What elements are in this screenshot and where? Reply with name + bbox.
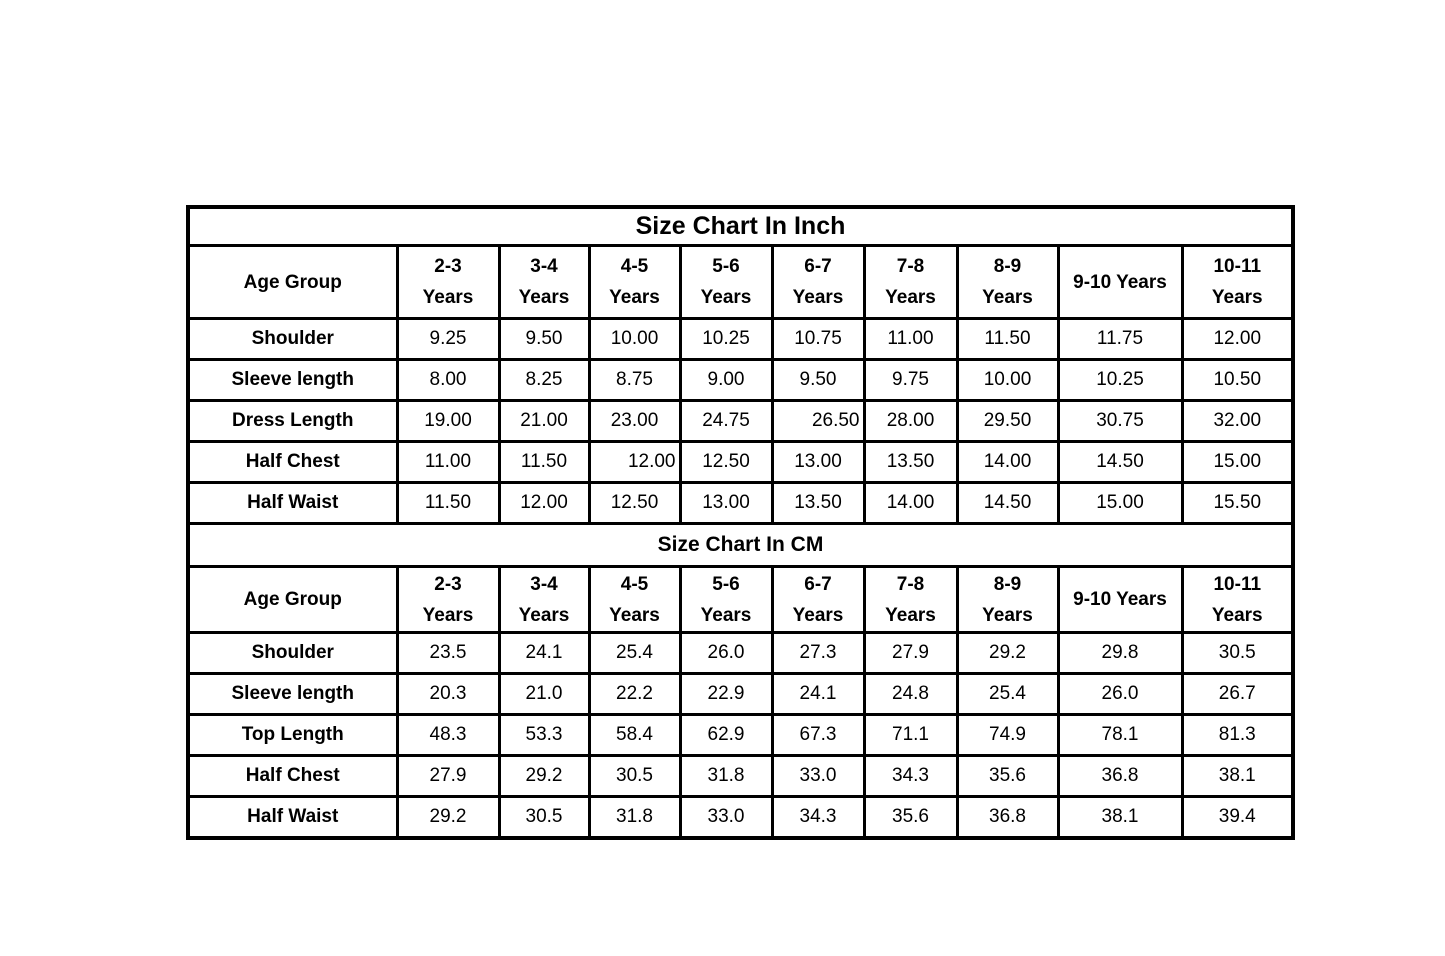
size-value-cell: 30.5 (1182, 633, 1293, 674)
age-column-header (957, 567, 1058, 633)
age-column-header-line: Years (1211, 604, 1263, 626)
size-value-cell: 30.75 (1058, 401, 1182, 442)
size-value-cell: 28.00 (864, 401, 957, 442)
age-column-header-line: 2-3 (434, 573, 462, 595)
size-value-cell: 39.4 (1182, 797, 1293, 839)
size-value-cell: 13.00 (680, 483, 772, 524)
size-value-cell: 48.3 (397, 715, 499, 756)
row-label: Shoulder (188, 633, 397, 674)
table-row (188, 633, 1293, 674)
header-row (188, 246, 1293, 319)
age-column-header-line: 9-10 Years (1073, 589, 1167, 610)
size-value-cell: 13.50 (772, 483, 864, 524)
size-value-cell: 19.00 (397, 401, 499, 442)
section-title-row (188, 524, 1293, 567)
row-label: Half Chest (188, 442, 397, 483)
age-column-header-line: 5-6 (712, 256, 740, 277)
size-value-cell: 67.3 (772, 715, 864, 756)
age-column-header-line: 3-4 (530, 256, 558, 277)
age-column-header-line: Years (792, 287, 844, 308)
size-value-cell: 33.0 (772, 756, 864, 797)
size-value-cell: 23.5 (397, 633, 499, 674)
age-column-header-line: Years (609, 287, 660, 308)
size-value-cell: 14.00 (957, 442, 1058, 483)
size-value-cell: 13.50 (864, 442, 957, 483)
size-value-cell: 30.5 (589, 756, 680, 797)
size-value-cell: 12.50 (589, 483, 680, 524)
row-label: Half Waist (188, 797, 397, 839)
age-column-header (1182, 246, 1293, 319)
size-value-cell: 14.50 (1058, 442, 1182, 483)
size-value-cell: 27.3 (772, 633, 864, 674)
table-row (188, 442, 1293, 483)
age-column-header-line: Years (700, 604, 752, 626)
age-column-header-line: Years (982, 604, 1033, 626)
size-value-cell: 58.4 (589, 715, 680, 756)
size-value-cell: 62.9 (680, 715, 772, 756)
size-value-cell: 15.00 (1058, 483, 1182, 524)
size-value-cell: 26.7 (1182, 674, 1293, 715)
size-value-cell: 30.5 (499, 797, 589, 839)
row-label: Sleeve length (188, 674, 397, 715)
age-column-header-line: 4-5 (620, 256, 649, 277)
size-value-cell: 32.00 (1182, 401, 1293, 442)
age-column-header-line: Years (422, 287, 474, 308)
size-value-cell: 27.9 (864, 633, 957, 674)
age-column-header (957, 246, 1058, 319)
age-column-header (499, 246, 589, 319)
age-column-header-line: 7-8 (896, 256, 925, 277)
age-column-header-line: Years (885, 604, 936, 626)
size-value-cell: 11.75 (1058, 319, 1182, 360)
row-label: Shoulder (188, 319, 397, 360)
table-row (188, 483, 1293, 524)
size-value-cell: 25.4 (589, 633, 680, 674)
age-column-header-line: 10-11 (1213, 573, 1262, 595)
age-column-header (589, 567, 680, 633)
size-value-cell: 35.6 (957, 756, 1058, 797)
size-value-cell: 12.00 (1182, 319, 1293, 360)
header-row (188, 567, 1293, 633)
size-value-cell: 11.50 (397, 483, 499, 524)
size-value-cell: 53.3 (499, 715, 589, 756)
table-title: Size Chart In Inch (188, 207, 1293, 246)
row-label: Sleeve length (188, 360, 397, 401)
age-group-header: Age Group (188, 246, 397, 319)
age-column-header (772, 246, 864, 319)
age-column-header-line: 3-4 (530, 573, 558, 595)
size-value-cell: 11.00 (397, 442, 499, 483)
age-column-header (680, 246, 772, 319)
age-column-header-line: 6-7 (804, 256, 832, 277)
size-value-cell: 9.50 (772, 360, 864, 401)
age-column-header (397, 246, 499, 319)
size-value-cell: 27.9 (397, 756, 499, 797)
size-value-cell: 31.8 (589, 797, 680, 839)
size-value-cell: 36.8 (957, 797, 1058, 839)
age-column-header-line: Years (982, 287, 1033, 308)
size-value-cell: 9.50 (499, 319, 589, 360)
size-value-cell: 12.50 (680, 442, 772, 483)
age-column-header-line: Years (609, 604, 660, 626)
age-column-header-line: 8-9 (993, 256, 1022, 277)
size-value-cell: 34.3 (772, 797, 864, 839)
size-value-cell: 20.3 (397, 674, 499, 715)
size-value-cell: 14.50 (957, 483, 1058, 524)
size-value-cell: 8.75 (589, 360, 680, 401)
age-column-header (1058, 246, 1182, 319)
size-chart-table (186, 205, 1295, 840)
age-column-header-line: 10-11 (1213, 256, 1262, 277)
section-title-row (188, 207, 1293, 246)
row-label: Half Chest (188, 756, 397, 797)
age-column-header-line: Years (700, 287, 752, 308)
size-value-cell: 11.50 (499, 442, 589, 483)
table-row (188, 401, 1293, 442)
size-value-cell: 26.0 (680, 633, 772, 674)
size-value-cell: 29.2 (499, 756, 589, 797)
size-value-cell: 71.1 (864, 715, 957, 756)
size-chart (186, 205, 1295, 840)
size-value-cell: 29.50 (957, 401, 1058, 442)
table-row (188, 319, 1293, 360)
age-column-header (864, 246, 957, 319)
size-value-cell: 24.1 (499, 633, 589, 674)
size-value-cell: 26.50 (772, 401, 864, 442)
size-value-cell: 10.00 (589, 319, 680, 360)
age-column-header-line: 9-10 Years (1073, 271, 1167, 293)
age-column-header-line: 2-3 (434, 256, 462, 277)
age-column-header-line: Years (518, 287, 570, 308)
size-value-cell: 14.00 (864, 483, 957, 524)
age-column-header (589, 246, 680, 319)
age-column-header-line: 8-9 (993, 573, 1022, 595)
age-column-header-line: 5-6 (712, 573, 740, 595)
size-value-cell: 29.8 (1058, 633, 1182, 674)
size-value-cell: 38.1 (1182, 756, 1293, 797)
size-value-cell: 25.4 (957, 674, 1058, 715)
table-row (188, 756, 1293, 797)
size-value-cell: 9.00 (680, 360, 772, 401)
size-value-cell: 34.3 (864, 756, 957, 797)
size-value-cell: 8.25 (499, 360, 589, 401)
size-value-cell: 26.0 (1058, 674, 1182, 715)
size-value-cell: 10.25 (680, 319, 772, 360)
size-value-cell: 22.2 (589, 674, 680, 715)
row-label: Dress Length (188, 401, 397, 442)
size-value-cell: 29.2 (397, 797, 499, 839)
size-value-cell: 78.1 (1058, 715, 1182, 756)
size-value-cell: 12.00 (589, 442, 680, 483)
size-value-cell: 24.1 (772, 674, 864, 715)
age-column-header (772, 567, 864, 633)
size-value-cell: 9.25 (397, 319, 499, 360)
age-column-header-line: 6-7 (804, 573, 832, 595)
row-label: Top Length (188, 715, 397, 756)
size-value-cell: 10.75 (772, 319, 864, 360)
age-column-header (1182, 567, 1293, 633)
size-value-cell: 12.00 (499, 483, 589, 524)
size-value-cell: 21.00 (499, 401, 589, 442)
age-column-header (1058, 567, 1182, 633)
age-column-header-line: Years (792, 604, 844, 626)
size-value-cell: 33.0 (680, 797, 772, 839)
size-value-cell: 10.50 (1182, 360, 1293, 401)
size-value-cell: 15.00 (1182, 442, 1293, 483)
table-row (188, 360, 1293, 401)
size-value-cell: 31.8 (680, 756, 772, 797)
age-column-header (680, 567, 772, 633)
size-value-cell: 10.25 (1058, 360, 1182, 401)
size-value-cell: 8.00 (397, 360, 499, 401)
size-value-cell: 21.0 (499, 674, 589, 715)
size-value-cell: 74.9 (957, 715, 1058, 756)
size-value-cell: 36.8 (1058, 756, 1182, 797)
size-value-cell: 11.50 (957, 319, 1058, 360)
size-value-cell: 11.00 (864, 319, 957, 360)
size-value-cell: 24.75 (680, 401, 772, 442)
size-value-cell: 22.9 (680, 674, 772, 715)
table-title: Size Chart In CM (188, 524, 1293, 567)
table-row (188, 797, 1293, 839)
size-value-cell: 13.00 (772, 442, 864, 483)
age-column-header-line: Years (885, 287, 936, 308)
age-column-header-line: 7-8 (896, 573, 925, 595)
size-value-cell: 9.75 (864, 360, 957, 401)
age-column-header (864, 567, 957, 633)
size-value-cell: 23.00 (589, 401, 680, 442)
age-column-header-line: Years (518, 604, 570, 626)
size-value-cell: 15.50 (1182, 483, 1293, 524)
age-column-header-line: Years (422, 604, 474, 626)
age-group-header: Age Group (188, 567, 397, 633)
size-value-cell: 24.8 (864, 674, 957, 715)
table-row (188, 674, 1293, 715)
age-column-header (499, 567, 589, 633)
age-column-header-line: 4-5 (620, 573, 649, 595)
age-column-header (397, 567, 499, 633)
size-value-cell: 10.00 (957, 360, 1058, 401)
row-label: Half Waist (188, 483, 397, 524)
size-value-cell: 81.3 (1182, 715, 1293, 756)
age-column-header-line: Years (1211, 287, 1263, 308)
size-value-cell: 35.6 (864, 797, 957, 839)
table-row (188, 715, 1293, 756)
size-value-cell: 29.2 (957, 633, 1058, 674)
size-value-cell: 38.1 (1058, 797, 1182, 839)
